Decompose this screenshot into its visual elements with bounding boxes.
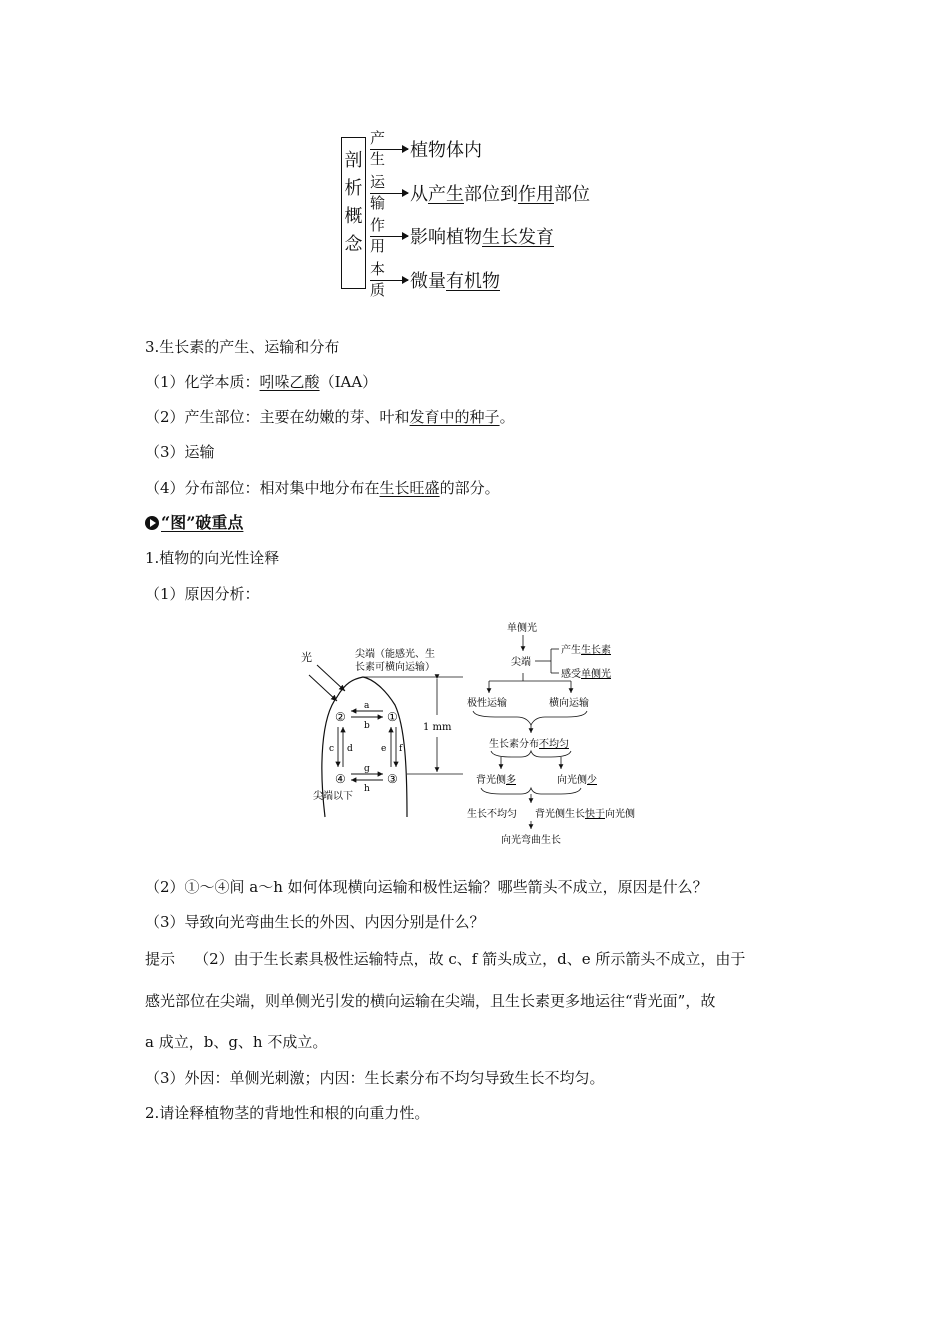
- concept-title: 剖 析 概 念: [344, 150, 363, 255]
- flow-back: 背光侧多: [476, 775, 516, 786]
- concept-row-value: [410, 180, 590, 206]
- light-arrow: [317, 665, 345, 691]
- concept-row-part: 微量: [410, 271, 446, 292]
- label-a: a: [364, 701, 370, 711]
- flow-polar: 极性运输: [467, 698, 507, 709]
- concept-row-label: 运输: [370, 173, 386, 212]
- concept-row-value: [410, 223, 554, 249]
- concept-title-box: [341, 137, 366, 289]
- label-h: h: [364, 784, 370, 794]
- point-1: ①: [387, 710, 398, 724]
- right-arrow-icon: [370, 280, 408, 281]
- flow-uneven: 生长素分布不均匀: [489, 739, 569, 750]
- flow-sense: 感受单侧光: [561, 669, 611, 680]
- concept-row-part: 生长发育: [482, 227, 554, 248]
- concept-row-label: 本质: [370, 260, 386, 299]
- label-e: e: [381, 744, 387, 754]
- concept-row-part: 从: [410, 184, 428, 205]
- s3-item-2: （2）产生部位：主要在幼嫩的芽、叶和发育中的种子。: [145, 408, 515, 426]
- tip-note-1: 尖端（能感光、生: [355, 649, 435, 660]
- concept-row-part: 有机物: [446, 271, 500, 292]
- label-c: c: [329, 744, 335, 754]
- flow-faster: 背光侧生长快于向光侧: [535, 809, 635, 820]
- s3-item-4: （4）分布部位：相对集中地分布在生长旺盛的部分。: [145, 479, 500, 497]
- concept-row-label: 作用: [370, 216, 386, 255]
- concept-row-label: 产生: [370, 129, 386, 168]
- s3-item-1: （1）化学本质：吲哚乙酸（IAA）: [145, 373, 378, 391]
- flow-produce: 产生生长素: [561, 645, 611, 656]
- point-3: ③: [387, 772, 398, 786]
- flow-tip: 尖端: [511, 657, 531, 668]
- light-label: 光: [301, 651, 312, 664]
- s3-heading: 3.生长素的产生、运输和分布: [145, 338, 340, 356]
- concept-row-value: [410, 267, 500, 293]
- tip-note-2: 长素可横向运输）: [355, 662, 435, 673]
- concept-row-part: 植物体内: [410, 140, 482, 161]
- answer-3: （3）外因：单侧光刺激；内因：生长素分布不均匀导致生长不均匀。: [145, 1069, 605, 1087]
- right-arrow-icon: [370, 193, 408, 194]
- point-4: ④: [335, 772, 346, 786]
- flow-bend: 向光弯曲生长: [501, 835, 561, 846]
- right-arrow-icon: [370, 149, 408, 150]
- label-d: d: [347, 744, 353, 754]
- s3-item-3: （3）运输: [145, 443, 215, 461]
- below-tip-label: 尖端以下: [313, 791, 353, 802]
- concept-row-value: [410, 136, 482, 162]
- s2-heading: 2.请诠释植物茎的背地性和根的向重力性。: [145, 1104, 430, 1122]
- s1-heading: 1.植物的向光性诠释: [145, 549, 280, 567]
- section-title: “图”破重点: [145, 513, 243, 533]
- flow-toward: 向光侧少: [557, 775, 597, 786]
- concept-row-part: 作用: [518, 184, 554, 205]
- concept-row-part: 产生: [428, 184, 464, 205]
- flow-growth-uneven: 生长不均匀: [467, 809, 517, 820]
- hint-line-2: 感光部位在尖端，则单侧光引发的横向运输在尖端，且生长素更多地运往“背光面”，故: [145, 992, 716, 1010]
- s1-sub: （1）原因分析：: [145, 585, 260, 603]
- right-arrow-icon: [370, 236, 408, 237]
- point-2: ②: [335, 710, 346, 724]
- label-g: g: [364, 764, 370, 774]
- flow-unilateral: 单侧光: [507, 623, 537, 634]
- question-3: （3）导致向光弯曲生长的外因、内因分别是什么？: [145, 913, 485, 931]
- light-arrow-2: [309, 675, 337, 701]
- phototropism-figure: [295, 617, 670, 852]
- concept-row-part: 部位: [554, 184, 590, 205]
- hint-line-1: 提示 （2）由于生长素具极性运输特点，故 c、f 箭头成立，d、e 所示箭头不成立，由于: [145, 950, 746, 968]
- label-f: f: [399, 744, 403, 754]
- scale-label: 1 mm: [423, 722, 452, 733]
- concept-row-part: 影响植物: [410, 227, 482, 248]
- concept-row-part: 部位到: [464, 184, 518, 205]
- play-icon: [145, 516, 159, 530]
- flow-lateral: 横向运输: [549, 698, 589, 709]
- label-b: b: [364, 721, 370, 731]
- question-2: （2）①～④间 a～h 如何体现横向运输和极性运输？哪些箭头不成立，原因是什么？: [145, 878, 708, 896]
- hint-line-3: a 成立，b、g、h 不成立。: [145, 1033, 328, 1051]
